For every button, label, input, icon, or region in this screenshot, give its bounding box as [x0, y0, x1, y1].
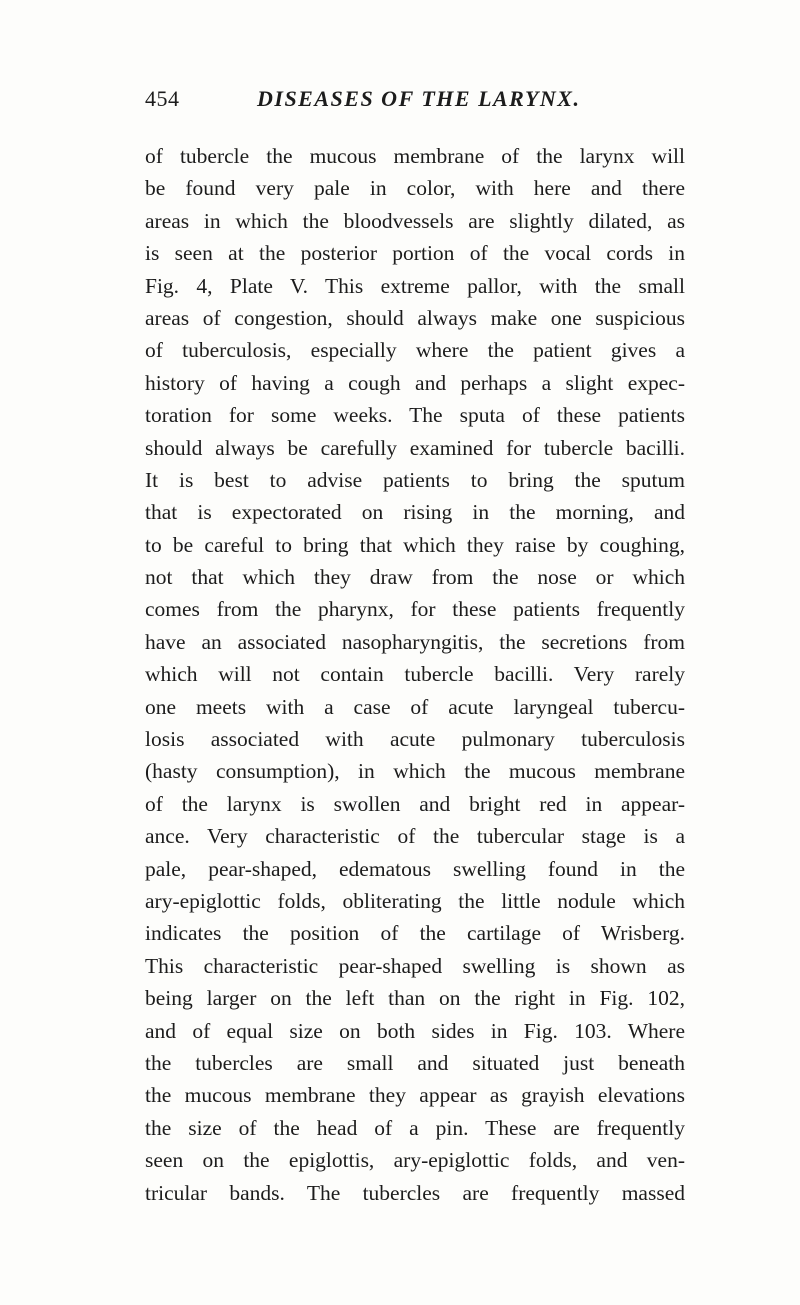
- running-title: DISEASES OF THE LARYNX.: [257, 86, 581, 111]
- running-head: [145, 86, 615, 116]
- text-line: tricular bands. The tubercles are frequently massed: [145, 1180, 685, 1205]
- text-line: seen on the epiglottis, ary-epiglottic folds, and ven-: [145, 1148, 685, 1173]
- text-line: It is best to advise patients to bring the sputum: [145, 467, 685, 492]
- text-line: ance. Very characteristic of the tubercular stage is a: [145, 824, 685, 849]
- text-line: comes from the pharynx, for these patients frequently: [145, 597, 685, 622]
- text-line: indicates the position of the cartilage of Wrisberg.: [145, 921, 685, 946]
- text-line: of tuberculosis, especially where the patient gives a: [145, 338, 685, 363]
- text-line: Fig. 4, Plate V. This extreme pallor, with the small: [145, 273, 685, 298]
- text-line: ary-epiglottic folds, obliterating the little nodule which: [145, 888, 685, 913]
- text-line: be found very pale in color, with here and there: [145, 176, 685, 201]
- text-line: and of equal size on both sides in Fig. 103. Where: [145, 1018, 685, 1043]
- page-number: 454: [145, 86, 180, 111]
- text-line: areas of congestion, should always make one suspicious: [145, 305, 685, 330]
- text-line: is seen at the posterior portion of the vocal cords in: [145, 241, 685, 266]
- text-line: one meets with a case of acute laryngeal tubercu-: [145, 694, 685, 719]
- body-text: [145, 140, 685, 1209]
- text-line: of tubercle the mucous membrane of the larynx will: [145, 144, 685, 168]
- text-line: areas in which the bloodvessels are slightly dilated, as: [145, 208, 685, 233]
- text-line: pale, pear-shaped, edematous swelling found in the: [145, 856, 685, 881]
- text-line: should always be carefully examined for tubercle bacilli.: [145, 435, 685, 460]
- text-line: (hasty consumption), in which the mucous membrane: [145, 759, 685, 784]
- text-line: being larger on the left than on the right in Fig. 102,: [145, 986, 685, 1011]
- text-line: not that which they draw from the nose or which: [145, 565, 685, 590]
- text-line: history of having a cough and perhaps a slight expec-: [145, 370, 685, 395]
- text-line: the size of the head of a pin. These are frequently: [145, 1115, 685, 1140]
- text-line: the mucous membrane they appear as grayish elevations: [145, 1083, 685, 1108]
- text-line: that is expectorated on rising in the morning, and: [145, 500, 685, 525]
- text-line: toration for some weeks. The sputa of these patients: [145, 403, 685, 428]
- text-line: This characteristic pear-shaped swelling is shown as: [145, 953, 685, 978]
- text-line: have an associated nasopharyngitis, the secretions from: [145, 629, 685, 654]
- text-line: the tubercles are small and situated just beneath: [145, 1050, 685, 1075]
- text-line: losis associated with acute pulmonary tuberculosis: [145, 727, 685, 752]
- text-line: which will not contain tubercle bacilli. Very rarely: [145, 662, 685, 687]
- text-line: of the larynx is swollen and bright red in appear-: [145, 791, 685, 816]
- text-line: to be careful to bring that which they raise by coughing,: [145, 532, 685, 557]
